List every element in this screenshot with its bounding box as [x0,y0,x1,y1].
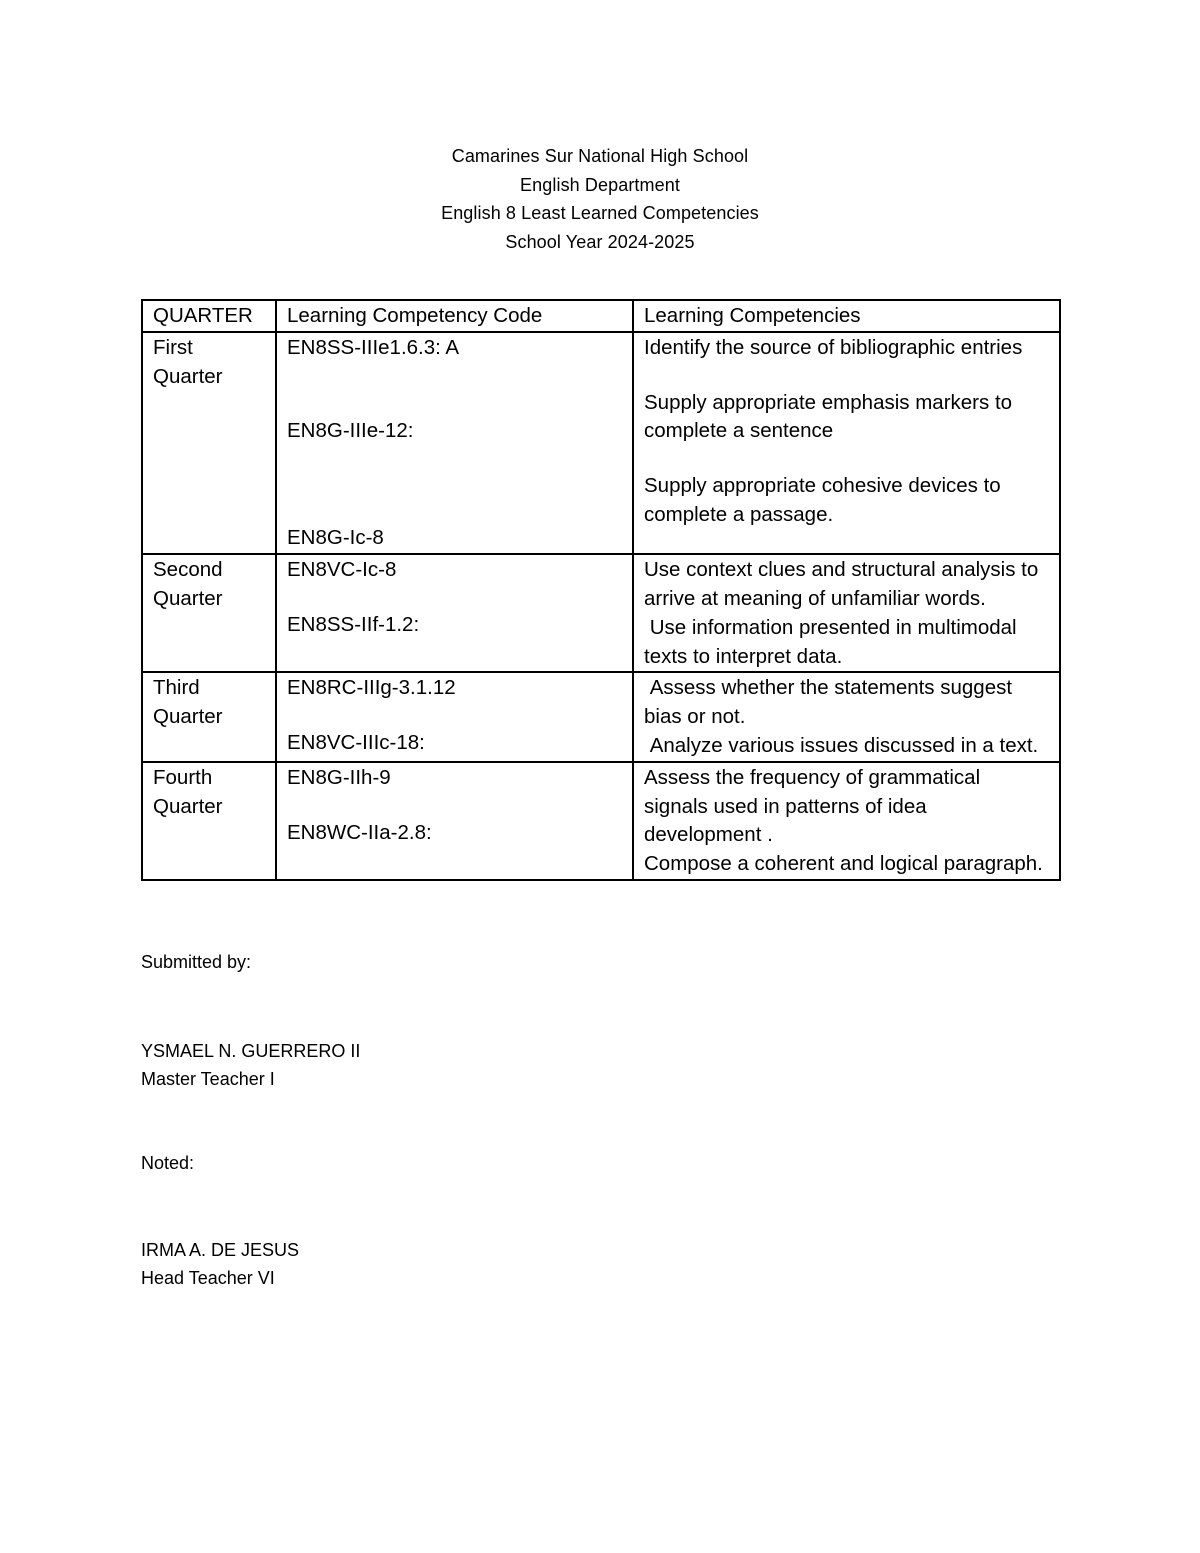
table-row [142,332,1060,554]
quarter-label: Quarter [153,586,223,610]
submitted-label: Submitted by: [141,952,252,972]
quarter-cell [142,332,276,554]
code-cell [276,332,633,554]
competency-code: EN8VC-IIIc-18: [287,731,425,755]
noter-position: Head Teacher VI [141,1268,275,1288]
quarter-label: Second [153,558,223,582]
code-cell [276,672,633,761]
competency-cell [633,332,1060,554]
document-header [0,142,1200,256]
competency-text: Use information presented in multimodal texts to interpret data. [644,615,1023,668]
department-name: English Department [520,174,680,195]
quarter-cell [142,672,276,761]
competency-text: Identify the source of bibliographic entries [644,335,1023,359]
noted-label: Noted: [141,1153,195,1173]
code-cell [276,554,633,672]
competency-text: Supply appropriate emphasis markers to complete a sentence [644,390,1013,443]
competency-cell [633,762,1060,880]
submitter-position: Master Teacher I [141,1069,275,1089]
quarter-label: Quarter [153,705,223,729]
competency-code: EN8SS-IIIe1.6.3: A [287,335,460,359]
competency-text: Analyze various issues discussed in a text. [644,733,1039,757]
quarter-label: Fourth [153,765,213,789]
competency-cell [633,554,1060,672]
competency-cell [633,672,1060,761]
competencies-table [141,299,1061,881]
quarter-label: Third [153,676,200,700]
noter-name: IRMA A. DE JESUS [141,1240,300,1260]
competency-text: Assess the frequency of grammatical signals used in patterns of idea development . [644,765,981,847]
column-header-quarter: QUARTER [142,300,276,332]
competency-code: EN8G-IIIe-12: [287,418,414,442]
submitter-name: YSMAEL N. GUERRERO II [141,1041,361,1061]
competency-code: EN8RC-IIIg-3.1.12 [287,676,456,700]
competency-code: EN8G-IIh-9 [287,765,391,789]
school-name: Camarines Sur National High School [451,146,749,166]
quarter-label: Quarter [153,364,223,388]
table-row [142,554,1060,672]
quarter-label: Quarter [153,794,223,818]
competency-code: EN8VC-Ic-8 [287,558,397,582]
quarter-label: First [153,335,193,359]
column-header-competencies: Learning Competencies [633,300,1060,332]
competency-text: Compose a coherent and logical paragraph. [644,852,1043,876]
table-row [142,762,1060,880]
competency-text: Assess whether the statements suggest bias or not. [644,676,1018,729]
competency-code: EN8G-Ic-8 [287,526,384,550]
quarter-cell [142,762,276,880]
competency-text: Use context clues and structural analysis to arrive at meaning of unfamiliar words. [644,558,1044,610]
column-header-code: Learning Competency Code [276,300,633,332]
table-header-row [142,300,1060,332]
competency-code: EN8SS-IIf-1.2: [287,612,420,636]
table-row [142,672,1060,761]
quarter-cell [142,554,276,672]
code-cell [276,762,633,880]
competency-text: Supply appropriate cohesive devices to complete a passage. [644,474,1001,526]
school-year: School Year 2024-2025 [505,231,695,252]
document-title: English 8 Least Learned Competencies [441,203,759,223]
competency-code: EN8WC-IIa-2.8: [287,820,432,844]
